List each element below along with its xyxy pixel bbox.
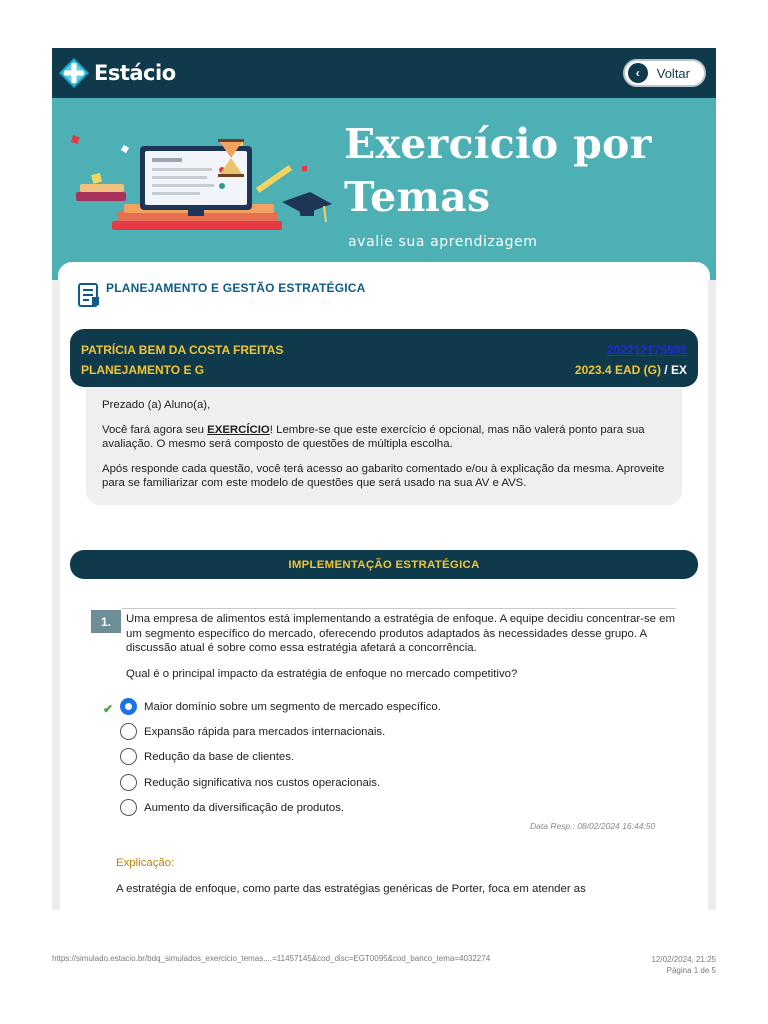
intro-paragraph-exercise xyxy=(102,423,666,452)
answer-option-label: Maior domínio sobre um segmento de mercado específico. xyxy=(144,700,441,713)
question-divider xyxy=(122,608,676,609)
answer-option[interactable] xyxy=(120,774,380,791)
hero-title-line2: Temas xyxy=(344,173,491,221)
subject-title: PLANEJAMENTO E GESTÃO ESTRATÉGICA xyxy=(106,281,366,295)
print-datetime: 12/02/2024, 21:25 xyxy=(651,955,716,964)
hero-subtitle: avalie sua aprendizagem xyxy=(348,234,538,250)
hero-title xyxy=(344,118,652,224)
radio-button[interactable] xyxy=(120,774,137,791)
question-text: Uma empresa de alimentos está implementando a estratégia de enfoque. A equipe decidiu concentrar-se em um segmento específico do mercado, oferecendo produtos adaptados às necessidades desse grupo. A discussão atual é sobre como essa estratégia afetará a concorrência. xyxy=(126,613,675,654)
estacio-logo-icon xyxy=(58,57,90,89)
intro-text-after: ! Lembre-se que este exercício é opcional, mas não valerá ponto para sua avaliação. O mesmo será composto de questões de múltipla escolha. xyxy=(102,423,645,450)
course-name: PLANEJAMENTO E G xyxy=(81,363,205,377)
intro-paragraph-feedback: Após responde cada questão, você terá acesso ao gabarito comentado e/ou à explicação da mesma. Aproveite para se familiarizar com este modelo de questões que será usado na sua AV e AVS. xyxy=(102,462,665,489)
subject-heading xyxy=(78,280,366,307)
left-edge-shadow xyxy=(52,280,60,910)
student-name: PATRÍCIA BEM DA COSTA FREITAS xyxy=(81,343,284,357)
student-info-bar xyxy=(70,329,698,387)
correct-check-icon: ✔ xyxy=(103,702,114,716)
print-page-number: Página 1 de 5 xyxy=(666,966,716,975)
term-separator: / xyxy=(664,363,668,377)
answer-option[interactable] xyxy=(120,748,294,765)
radio-button[interactable] xyxy=(120,799,137,816)
back-button[interactable] xyxy=(623,59,706,87)
answer-option-label: Aumento da diversificação de produtos. xyxy=(144,801,345,814)
exam-type: EX xyxy=(670,363,687,377)
question-prompt: Qual é o principal impacto da estratégia de enfoque no mercado competitivo? xyxy=(126,668,518,680)
back-button-label: Voltar xyxy=(656,65,690,81)
answer-option[interactable] xyxy=(120,698,441,715)
intro-text-before: Você fará agora seu xyxy=(102,423,208,436)
print-footer-url: https://simulado.estacio.br/bdq_simulados_exercicio_temas....=11457145&cod_disc=EGT0095&cod_banco_tema=4032274 xyxy=(52,954,491,963)
radio-selected[interactable] xyxy=(120,698,137,715)
answer-option[interactable] xyxy=(120,723,385,740)
study-illustration xyxy=(62,126,332,241)
response-date: Data Resp.: 08/02/2024 16:44:50 xyxy=(530,821,656,831)
term-label: 2023.4 EAD (G) xyxy=(574,363,661,377)
question-number: 1. xyxy=(91,610,121,633)
answer-option-label: Redução significativa nos custos operacionais. xyxy=(144,776,381,789)
top-bar xyxy=(52,48,716,98)
explanation-text: A estratégia de enfoque, como parte das estratégias genéricas de Porter, foca em atender as xyxy=(116,883,586,895)
explanation-label: Explicação: xyxy=(116,857,175,869)
intro-box xyxy=(86,387,682,505)
answer-option-label: Expansão rápida para mercados internacionais. xyxy=(144,725,386,738)
section-header: IMPLEMENTAÇÃO ESTRATÉGICA xyxy=(70,550,698,579)
brand-name: Estácio xyxy=(94,61,176,85)
radio-button[interactable] xyxy=(120,723,137,740)
exercise-keyword: EXERCÍCIO xyxy=(207,423,270,436)
intro-greeting: Prezado (a) Aluno(a), xyxy=(102,399,211,411)
student-registration-link[interactable]: 202212175581 xyxy=(606,343,687,357)
estacio-logo[interactable] xyxy=(58,57,176,89)
document-list-icon xyxy=(78,283,100,307)
radio-button[interactable] xyxy=(120,748,137,765)
print-footer-info xyxy=(651,954,716,976)
answer-option-label: Redução da base de clientes. xyxy=(144,750,295,763)
right-edge-shadow xyxy=(708,280,716,910)
hero-title-line1: Exercício por xyxy=(344,120,652,168)
chevron-left-icon: ‹ xyxy=(628,63,648,83)
answer-option[interactable] xyxy=(120,799,344,816)
hero-banner xyxy=(52,98,716,280)
